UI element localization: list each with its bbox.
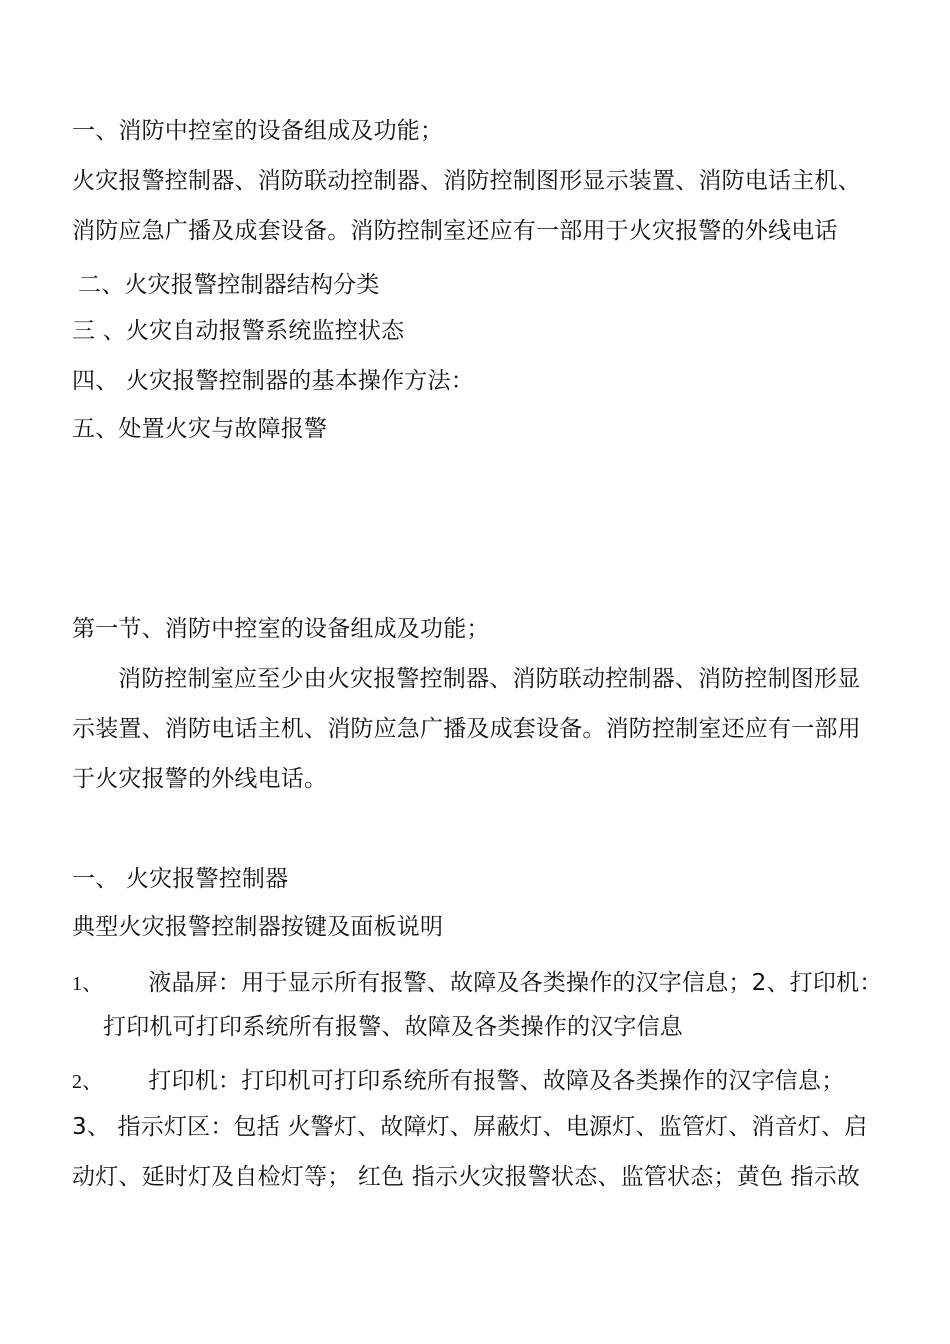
outline-heading-2: 二、火灾报警控制器结构分类 [78, 272, 380, 298]
section-paragraph-line-1: 消防控制室应至少由火灾报警控制器、消防联动控制器、消防控制图形显 [118, 666, 861, 692]
outline-body-line-2: 消防应急广播及成套设备。消防控制室还应有一部用于火灾报警的外线电话 [72, 218, 838, 244]
section-title: 第一节、消防中控室的设备组成及功能； [72, 616, 490, 642]
list-item-2-text: 打印机：打印机可打印系统所有报警、故障及各类操作的汉字信息； [148, 1068, 845, 1094]
outline-heading-1: 一、消防中控室的设备组成及功能； [72, 118, 444, 144]
list-item-2 [72, 1066, 844, 1097]
outline-heading-5: 五、处置火灾与故障报警 [72, 416, 328, 442]
section-paragraph-line-2: 示装置、消防电话主机、消防应急广播及成套设备。消防控制室还应有一部用 [72, 716, 861, 742]
outline-body-line-1: 火灾报警控制器、消防联动控制器、消防控制图形显示装置、消防电话主机、 [72, 168, 861, 194]
list-item-1-continuation: 打印机可打印系统所有报警、故障及各类操作的汉字信息 [103, 1014, 683, 1040]
list-item-1-number: 1、 [72, 973, 103, 995]
outline-heading-3: 三 、火灾自动报警系统监控状态 [72, 318, 405, 344]
list-item-3-line-2: 动灯、延时灯及自检灯等； 红色 指示火灾报警状态、监管状态；黄色 指示故 [72, 1164, 861, 1190]
controller-subheading: 典型火灾报警控制器按键及面板说明 [72, 914, 444, 940]
section-paragraph-line-3: 于火灾报警的外线电话。 [72, 766, 328, 792]
list-item-1 [72, 968, 882, 999]
controller-heading: 一、 火灾报警控制器 [72, 866, 289, 892]
list-item-2-number: 2、 [72, 1071, 103, 1093]
list-item-1-text: 液晶屏：用于显示所有报警、故障及各类操作的汉字信息；2、打印机： [148, 970, 883, 996]
outline-heading-4: 四、 火灾报警控制器的基本操作方法： [72, 368, 474, 394]
list-item-3-line-1: 3、 指示灯区：包括 火警灯、故障灯、屏蔽灯、电源灯、监管灯、消音灯、启 [72, 1114, 868, 1140]
